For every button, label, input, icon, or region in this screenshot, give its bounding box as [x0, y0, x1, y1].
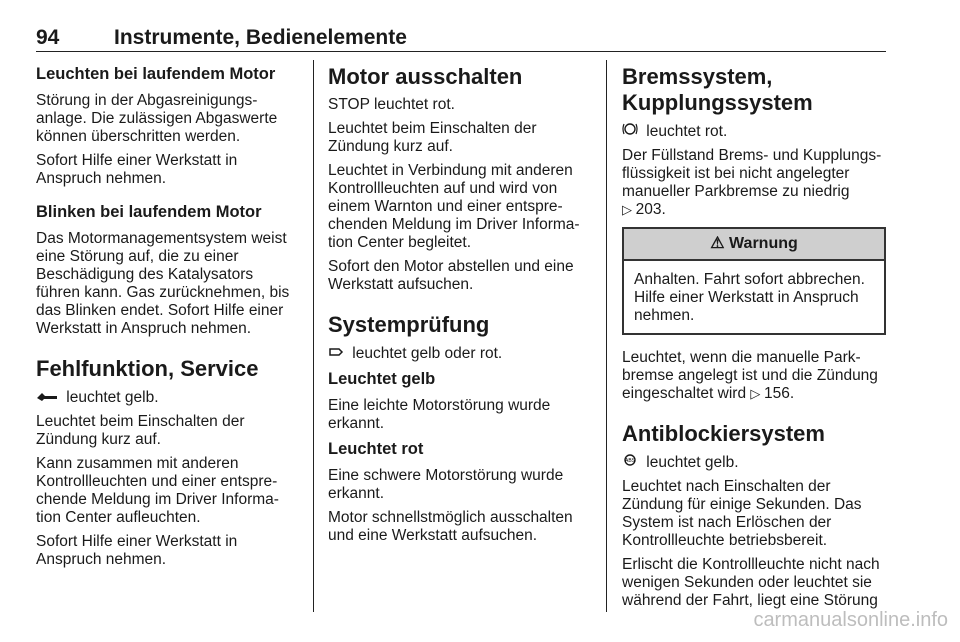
wrench-service-icon: [36, 388, 58, 406]
section-title-antiblockiersystem: Antiblockiersystem: [622, 421, 825, 446]
paragraph: Leuchtet, wenn die manuelle Park-bremse angelegt ist und die Zündung eingeschaltet wird: [622, 349, 878, 402]
icon-text: leuchtet gelb.: [642, 454, 739, 471]
icon-text: leuchtet gelb.: [62, 389, 159, 406]
paragraph-with-ref: [622, 147, 886, 219]
icon-text: leuchtet gelb oder rot.: [348, 345, 503, 362]
column-divider-1: [313, 60, 314, 612]
icon-line: [622, 453, 886, 472]
paragraph: Motor schnellstmöglich ausschalten und eine Werkstatt aufsuchen.: [328, 509, 573, 544]
column-1: [36, 64, 298, 575]
warning-box: [622, 227, 886, 335]
heading-blinken: Blinken bei laufendem Motor: [36, 203, 262, 221]
paragraph: Kann zusammen mit anderen Kontrollleuchten und einer entspre-chende Meldung im Driver Informa-tion Center aufleuchten.: [36, 455, 279, 526]
page-header: [36, 26, 886, 52]
section-title-systempruefung: Systemprüfung: [328, 312, 490, 337]
paragraph: Sofort den Motor abstellen und eine Werkstatt aufsuchen.: [328, 258, 574, 293]
paragraph: STOP leuchtet rot.: [328, 96, 455, 113]
paragraph: Leuchtet nach Einschalten der Zündung für einige Sekunden. Das System ist nach Erlöschen der Kontrollleuchte betriebsbereit.: [622, 478, 862, 549]
paragraph: Das Motormanagementsystem weist eine Störung auf, die zu einer Beschädigung des Katalysators führen kann. Gas zurücknehmen, bis das Blinken endet. Sofort Hilfe einer Werkstatt in Anspruch nehmen.: [36, 230, 290, 337]
paragraph: Eine leichte Motorstörung wurde erkannt.: [328, 397, 551, 432]
paragraph: Störung in der Abgasreinigungs-anlage. Die zulässigen Abgaswerte können überschritten werden.: [36, 92, 278, 145]
heading-leuchtet-gelb: Leuchtet gelb: [328, 370, 436, 388]
icon-line: [622, 122, 886, 141]
page-ref-icon: ▷: [622, 202, 636, 217]
header-rule: [36, 51, 886, 52]
page-number: 94: [36, 26, 60, 49]
warning-header: [624, 229, 884, 261]
warning-title: Warnung: [729, 235, 798, 252]
paragraph-with-ref: [622, 349, 886, 403]
abs-icon: [622, 453, 638, 471]
paragraph: Eine schwere Motorstörung wurde erkannt.: [328, 467, 564, 502]
page-ref: 203.: [635, 201, 666, 218]
paragraph: Der Füllstand Brems- und Kupplungs-flüssigkeit ist bei nicht angelegter manueller Parkbremse zu niedrig: [622, 147, 882, 200]
icon-line: [328, 344, 590, 363]
icon-text: leuchtet rot.: [642, 123, 728, 140]
paragraph: Sofort Hilfe einer Werkstatt in Anspruch nehmen.: [36, 152, 238, 187]
warning-text: Anhalten. Fahrt sofort abbrechen. Hilfe einer Werkstatt in Anspruch nehmen.: [634, 271, 865, 324]
page-ref-icon: ▷: [750, 386, 764, 401]
heading-leuchten: Leuchten bei laufendem Motor: [36, 65, 276, 83]
page-title: Instrumente, Bedienelemente: [114, 26, 407, 49]
brake-warning-icon: [622, 122, 638, 140]
svg-text:ABS: ABS: [624, 458, 636, 464]
paragraph: Erlischt die Kontrollleuchte nicht nach wenigen Sekunden oder leuchtet sie während der Fahrt, liegt eine Störung: [622, 556, 880, 609]
column-divider-2: [606, 60, 607, 612]
icon-line: [36, 388, 298, 407]
paragraph: Leuchtet beim Einschalten der Zündung kurz auf.: [36, 413, 245, 448]
section-title-fehlfunktion: Fehlfunktion, Service: [36, 356, 259, 381]
engine-check-icon: [328, 344, 344, 362]
page-ref: 156.: [764, 385, 795, 402]
heading-leuchtet-rot: Leuchtet rot: [328, 440, 424, 458]
paragraph: Leuchtet beim Einschalten der Zündung kurz auf.: [328, 120, 537, 155]
paragraph: Sofort Hilfe einer Werkstatt in Anspruch nehmen.: [36, 533, 238, 568]
column-3: [622, 64, 886, 616]
section-title-bremssystem: Bremssystem, Kupplungssystem: [622, 64, 813, 115]
section-title-motor-ausschalten: Motor ausschalten: [328, 64, 523, 89]
paragraph: Leuchtet in Verbindung mit anderen Kontrollleuchten auf und wird von einem Warnton und einer entspre-chenden Meldung im Driver Informa-tion Center begleitet.: [328, 162, 580, 251]
watermark: carmanualsonline.info: [753, 609, 948, 631]
column-2: [328, 64, 590, 551]
warning-triangle-icon: ⚠: [710, 235, 725, 252]
